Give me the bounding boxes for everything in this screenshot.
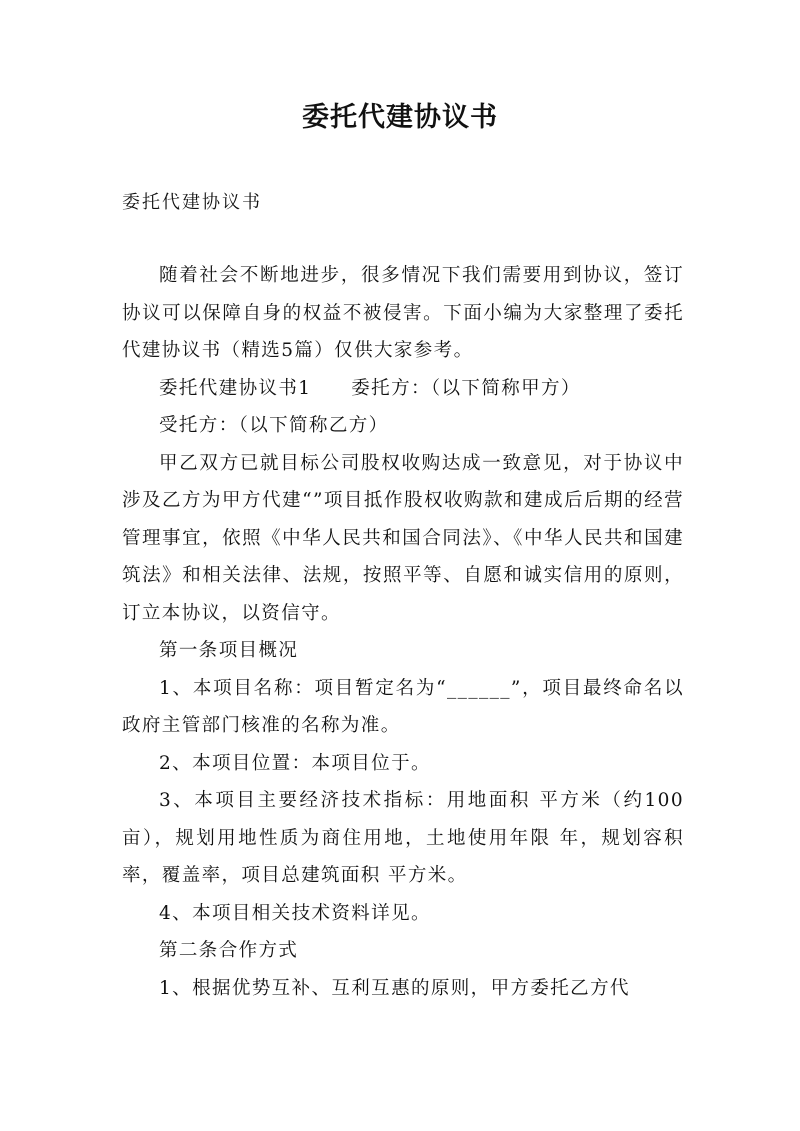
paragraph-agreement-1-principal: 委托代建协议书1 委托方：（以下简称甲方） — [159, 377, 581, 399]
paragraph-technical-documents: 4、本项目相关技术资料详见。 — [159, 902, 431, 924]
paragraph-technical-indicators: 3、本项目主要经济技术指标：用地面积 平方米（约100亩），规划用地性质为商住用地，土地使用年限 年，规划容积率，覆盖率，项目总建筑面积 平方米。 — [122, 790, 684, 886]
paragraph-agent: 受托方：（以下简称乙方） — [159, 415, 389, 436]
paragraph-intro: 随着社会不断地进步，很多情况下我们需要用到协议，签订协议可以保障自身的权益不被侵害。下面小编为大家整理了委托代建协议书（精选5篇）仅供大家参考。 — [122, 265, 684, 361]
paragraph-cooperation: 1、根据优势互补、互利互惠的原则，甲方委托乙方代 — [159, 977, 630, 999]
paragraph-preamble: 甲乙双方已就目标公司股权收购达成一致意见，对于协议中涉及乙方为甲方代建“”项目抵作股权收购款和建成后后期的经营管理事宜，依照《中华人民共和国合同法》、《中华人民共和国建筑法》和相关法律、法规，按照平等、自愿和诚实信用的原则，订立本协议，以资信守。 — [122, 452, 684, 624]
heading-article-2: 第二条合作方式 — [159, 940, 299, 961]
document-body — [122, 257, 684, 1007]
heading-article-1: 第一条项目概况 — [159, 640, 299, 661]
paragraph-project-name: 1、本项目名称：项目暂定名为“______”，项目最终命名以政府主管部门核准的名称为准。 — [122, 677, 684, 736]
document-title: 委托代建协议书 — [302, 102, 498, 133]
document-subtitle: 委托代建协议书 — [122, 192, 262, 213]
paragraph-project-location: 2、本项目位置：本项目位于。 — [159, 752, 431, 774]
